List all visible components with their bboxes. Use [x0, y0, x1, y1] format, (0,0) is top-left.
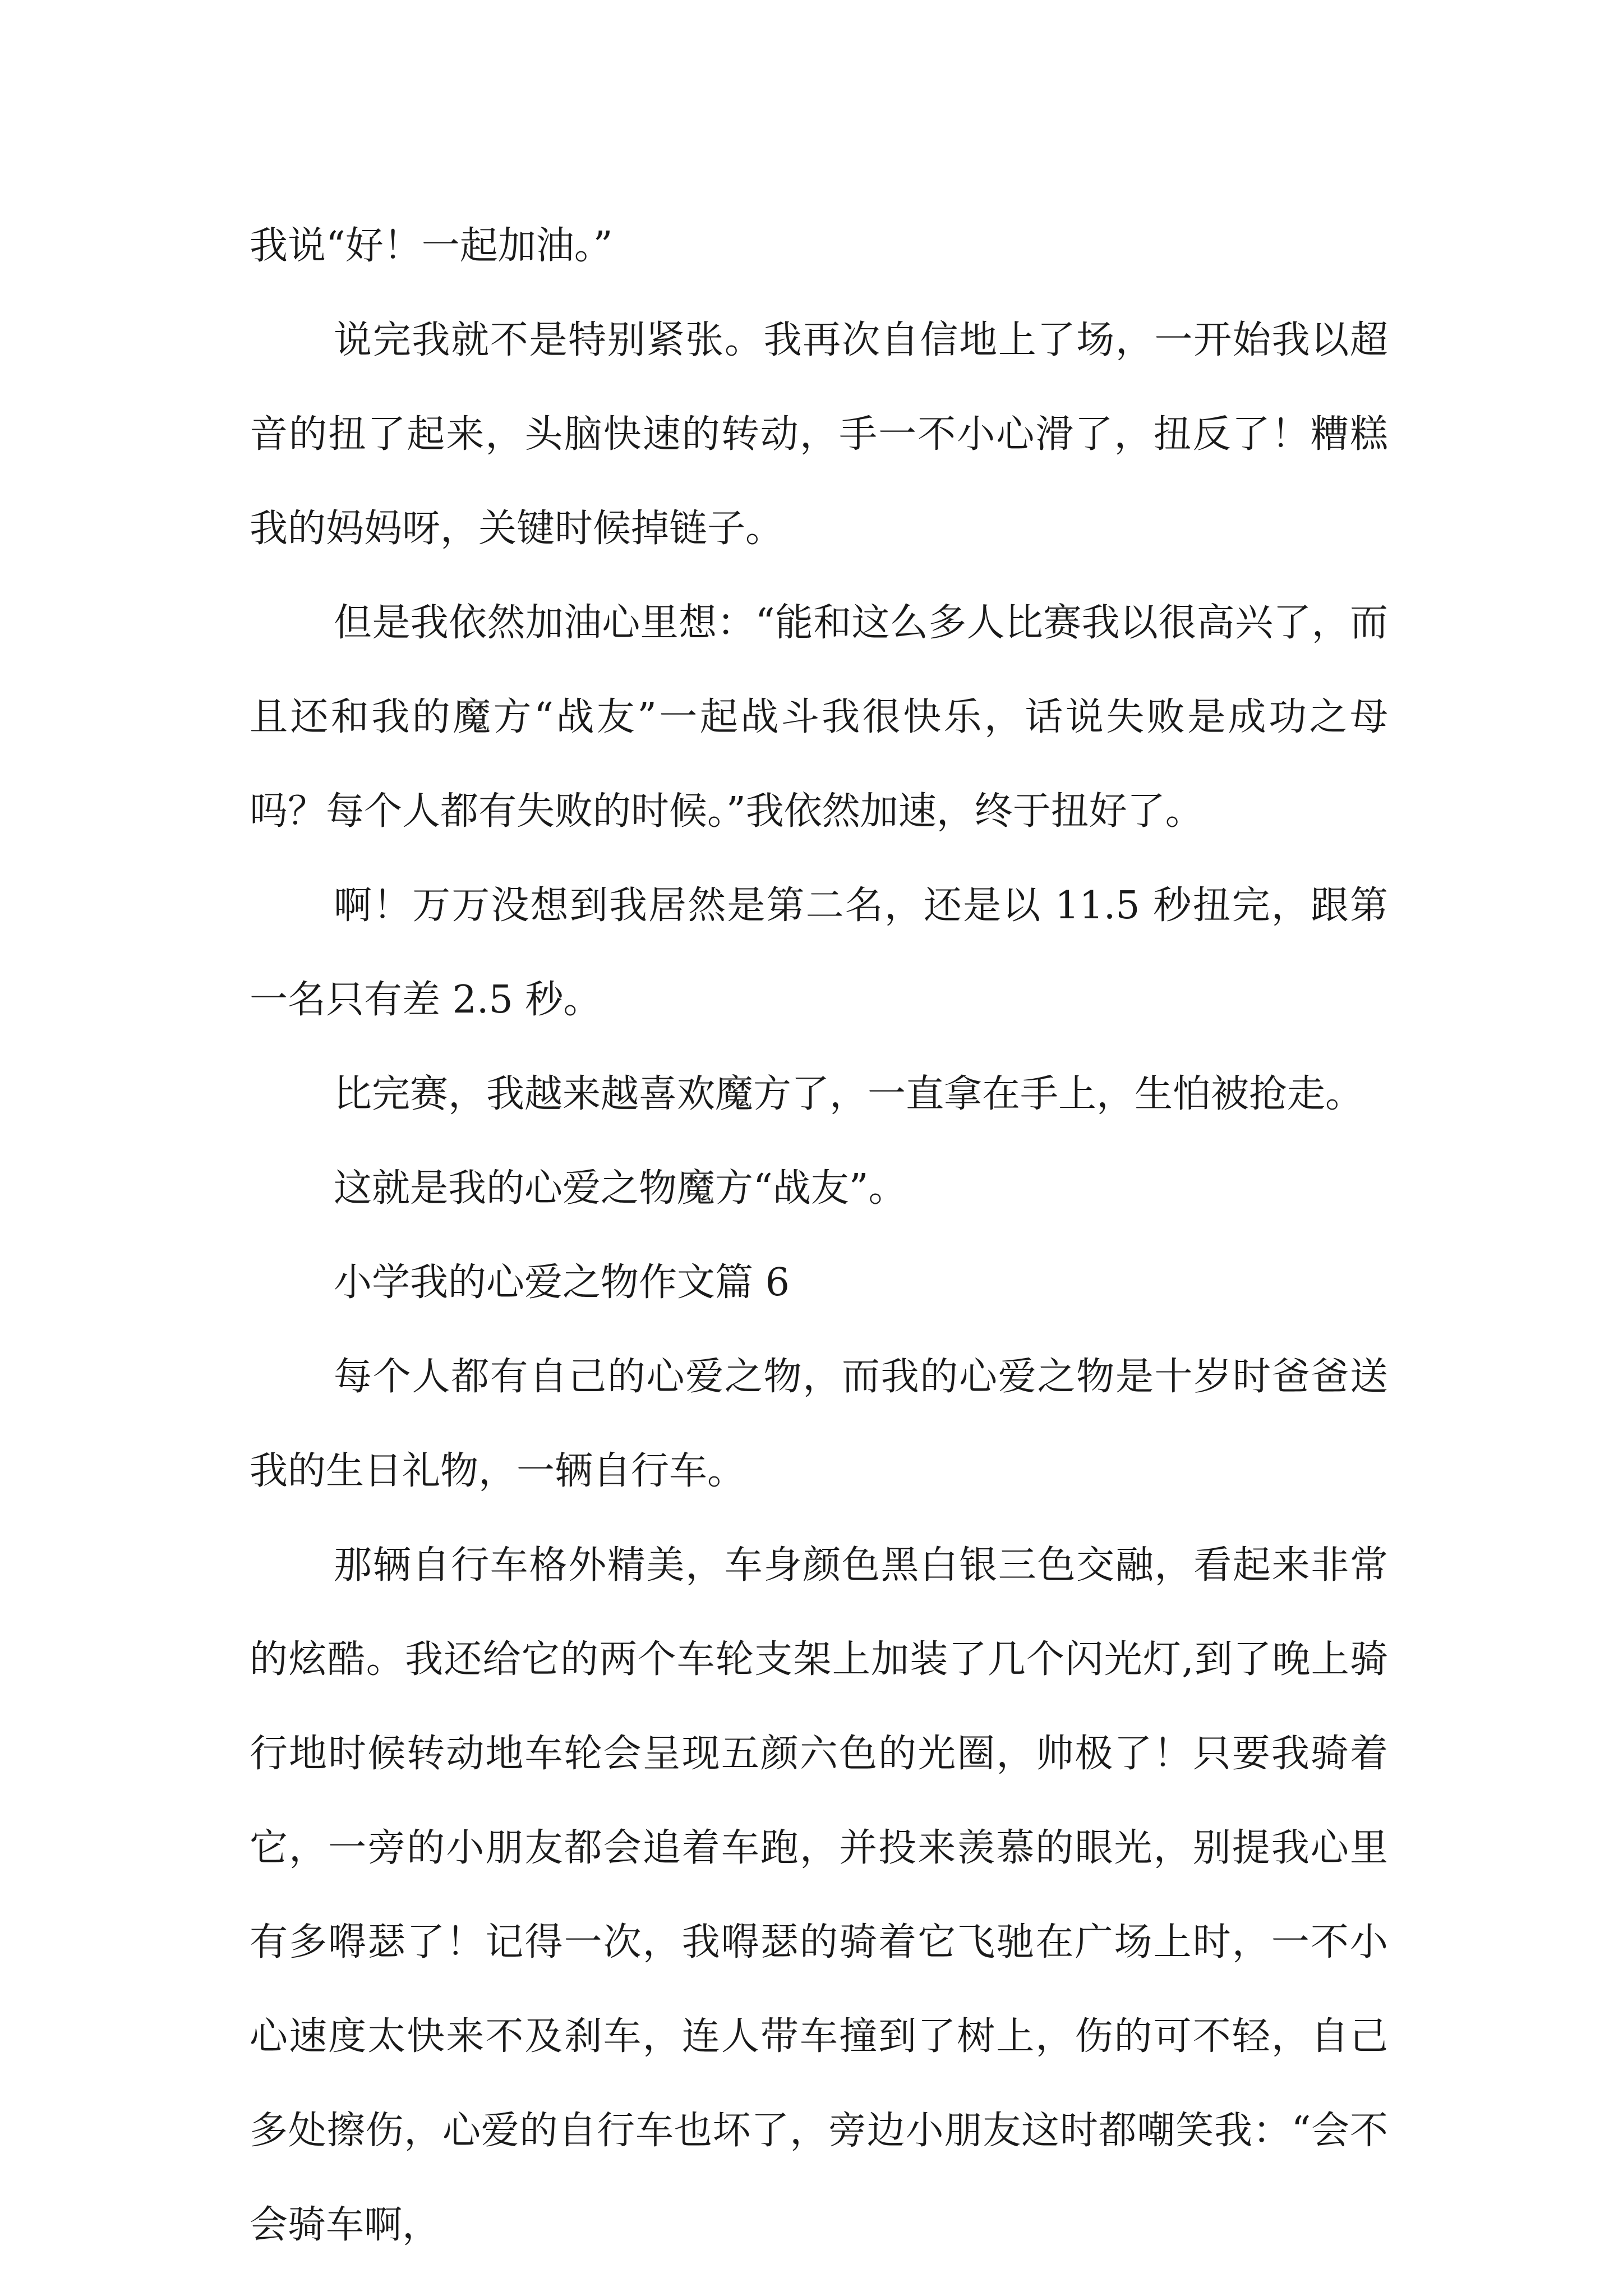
- paragraph-bicycle-story: 那辆自行车格外精美，车身颜色黑白银三色交融，看起来非常的炫酷。我还给它的两个车轮支架上加装了几个闪光灯,到了晚上骑行地时候转动地车轮会呈现五颜六色的光圈，帅极了！只要我骑着它，一旁的小朋友都会追着车跑，并投来羡慕的眼光，别提我心里有多嘚瑟了！记得一次，我嘚瑟的骑着它飞驰在广场上时，一不小心速度太快来不及刹车，连人带车撞到了树上，伤的可不轻，自己多处擦伤，心爱的自行车也坏了，旁边小朋友这时都嘲笑我：“会不会骑车啊，: [250, 1543, 1388, 2247]
- paragraph-keep-going: 但是我依然加油心里想：“能和这么多人比赛我以很高兴了，而且还和我的魔方“战友”一起战斗我很快乐，话说失败是成功之母吗？每个人都有失败的时候。”我依然加速，终于扭好了。: [250, 601, 1388, 834]
- paragraph-continued-dialogue: 我说“好！一起加油。”: [250, 224, 613, 268]
- section-heading: 小学我的心爱之物作文篇 6: [334, 1260, 790, 1305]
- paragraph-competition-start: 说完我就不是特别紧张。我再次自信地上了场，一开始我以超音的扭了起来，头脑快速的转动，手一不小心滑了，扭反了！糟糕我的妈妈呀，关键时候掉链子。: [250, 318, 1388, 551]
- paragraph-bicycle-intro: 每个人都有自己的心爱之物，而我的心爱之物是十岁时爸爸送我的生日礼物，一辆自行车。: [250, 1355, 1388, 1493]
- paragraph-conclusion: 这就是我的心爱之物魔方“战友”。: [334, 1166, 907, 1211]
- paragraph-second-place: 啊！万万没想到我居然是第二名，还是以 11.5 秒扭完，跟第一名只有差 2.5 秒。: [250, 884, 1388, 1022]
- document-body: [250, 199, 1388, 2272]
- paragraph-after-competition: 比完赛，我越来越喜欢魔方了，一直拿在手上，生怕被抢走。: [334, 1072, 1364, 1116]
